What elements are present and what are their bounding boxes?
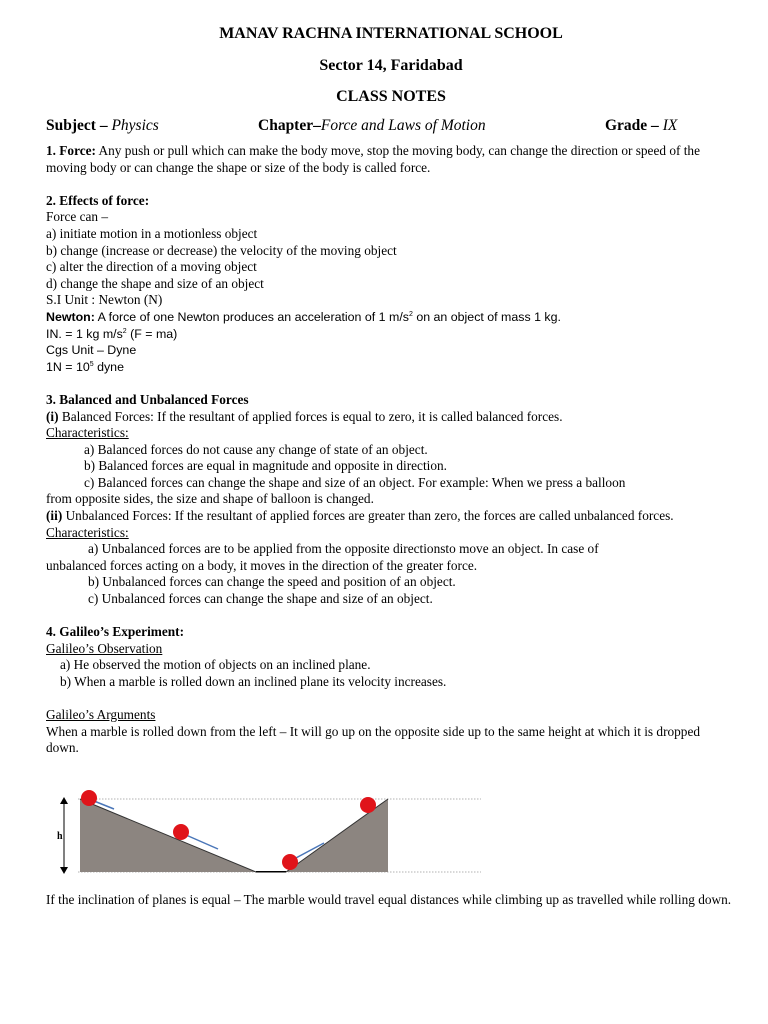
eq-text: IN. = 1 kg m/s: [46, 326, 123, 341]
school-location: Sector 14, Faridabad: [319, 57, 463, 74]
arguments-paragraph: When a marble is rolled down from the left – It will go up on the opposite side up to the same height at which it is dropped down.: [46, 723, 700, 756]
subject-row: [46, 118, 736, 140]
eq-sup: 2: [122, 327, 127, 335]
balanced-label: (i): [46, 408, 59, 424]
arguments-label: [46, 707, 736, 724]
force-heading: 1. Force:: [46, 143, 96, 158]
subject-value: Physics: [111, 117, 159, 134]
school-name: MANAV RACHNA INTERNATIONAL SCHOOL: [219, 25, 563, 42]
dyne-text-end: dyne: [93, 359, 124, 374]
effects-item: b) change (increase or decrease) the velocity of the moving object: [46, 242, 397, 258]
galileo-heading-text: 4. Galileo’s Experiment: [46, 624, 180, 640]
unbalanced-text: Unbalanced Forces: If the resultant of applied forces are greater than zero, the forces are called unbalanced forces.: [62, 508, 674, 524]
flat-bottom: [256, 871, 286, 873]
dyne-equation: [46, 359, 736, 376]
notes-title: CLASS NOTES: [336, 88, 446, 105]
document-body: [46, 26, 736, 757]
force-text: Any push or pull which can make the body move, stop the moving body, can change the direction or speed of the moving body or can change the shape or size of the body is called force.: [46, 143, 700, 175]
newton-text: A force of one Newton produces an acceleration of 1 m/s: [94, 309, 409, 324]
unbalanced-item: c) Unbalanced forces can change the shape and size of an object.: [88, 591, 433, 607]
effects-item: c) alter the direction of a moving object: [46, 259, 257, 275]
grade-value: IX: [662, 117, 678, 134]
newton-sup: 2: [408, 310, 413, 318]
height-arrow-bottom: [60, 867, 68, 874]
effects-intro: Force can –: [46, 209, 109, 225]
forces-heading: [46, 392, 736, 409]
newton-text-end: on an object of mass 1 kg.: [412, 309, 561, 324]
marble-4: [360, 797, 376, 813]
effects-heading: [46, 193, 736, 210]
effects-item: d) change the shape and size of an object: [46, 275, 264, 291]
marble-2: [173, 824, 189, 840]
observation-text: Galileo’s Observation: [46, 640, 163, 656]
unbalanced-item: b) Unbalanced forces can change the speed and position of an object.: [88, 574, 456, 590]
unbalanced-item-cont: unbalanced forces acting on a body, it moves in the direction of the greater force.: [46, 557, 478, 573]
si-unit: S.I Unit : Newton (N): [46, 292, 163, 308]
effects-heading-text: 2. Effects of force:: [46, 192, 150, 208]
characteristics-text-2: Characteristics:: [46, 524, 129, 540]
balanced-item: a) Balanced forces do not cause any change of state of an object.: [84, 441, 428, 457]
inclined-plane-diagram: [56, 787, 486, 877]
unbalanced-forces: [46, 508, 736, 525]
chapter-value: Force and Laws of Motion: [320, 117, 486, 134]
dyne-sup: 5: [89, 360, 94, 368]
balanced-item: c) Balanced forces can change the shape and size of an object. For example: When we press a balloon: [84, 474, 626, 490]
newton-definition: [46, 309, 736, 326]
unbalanced-item: a) Unbalanced forces are to be applied from the opposite directionsto move an object. In case of: [88, 541, 599, 557]
unbalanced-label: (ii): [46, 508, 63, 524]
balanced-item-cont: from opposite sides, the size and shape of balloon is changed.: [46, 491, 374, 507]
observation-item: b) When a marble is rolled down an inclined plane its velocity increases.: [60, 674, 447, 689]
equal-inclination-paragraph: If the inclination of planes is equal – The marble would travel equal distances while climbing up as travelled while rolling down.: [46, 892, 732, 907]
subject-label: Subject –: [46, 117, 108, 134]
marble-3: [282, 854, 298, 870]
cgs-unit: Cgs Unit – Dyne: [46, 343, 137, 358]
forces-heading-text: 3. Balanced and Unbalanced Forces: [46, 391, 249, 407]
height-label: h: [57, 831, 63, 842]
characteristics-label-2: [46, 525, 736, 542]
observation-item: a) He observed the motion of objects on an inclined plane.: [60, 657, 371, 673]
force-definition: [46, 143, 736, 176]
characteristics-text: Characteristics:: [46, 425, 129, 441]
arguments-text: Galileo’s Arguments: [46, 707, 156, 723]
balanced-item: b) Balanced forces are equal in magnitude and opposite in direction.: [84, 458, 447, 474]
galileo-heading: [46, 624, 736, 641]
newton-equation: [46, 326, 736, 343]
characteristics-label: [46, 425, 736, 442]
observation-label: [46, 641, 736, 658]
dyne-text: 1N = 10: [46, 359, 90, 374]
height-arrow-top: [60, 797, 68, 804]
balanced-text: Balanced Forces: If the resultant of applied forces is equal to zero, it is called balanced forces.: [58, 408, 563, 424]
galileo-heading-colon: :: [179, 624, 185, 640]
chapter-label: Chapter–: [258, 117, 321, 134]
balanced-forces: [46, 409, 736, 426]
newton-label: Newton:: [46, 309, 95, 324]
eq-text-end: (F = ma): [126, 326, 178, 341]
effects-item: a) initiate motion in a motionless object: [46, 225, 258, 241]
grade-label: Grade –: [605, 117, 659, 134]
marble-1: [81, 790, 97, 806]
